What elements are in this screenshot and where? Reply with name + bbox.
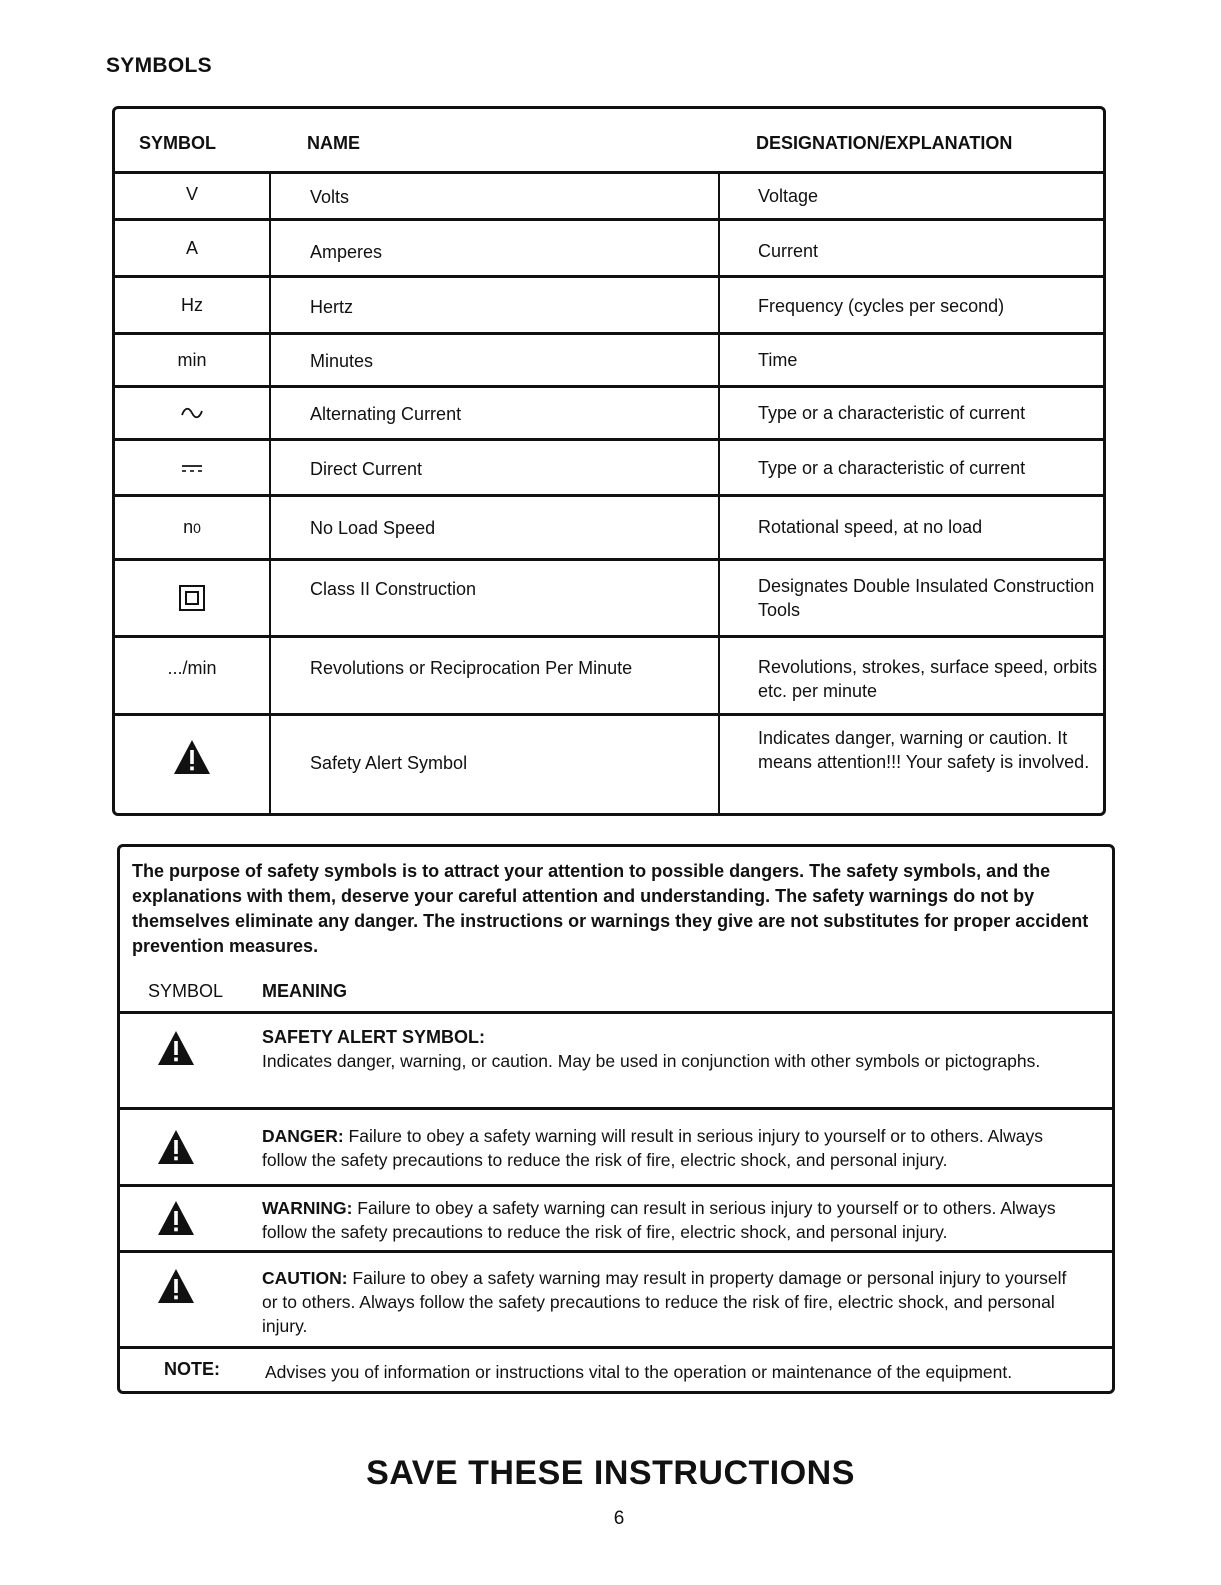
header-symbol: SYMBOL [148, 981, 224, 1001]
safety-row-description: Failure to obey a safety warning may result in property damage or personal injury to yourself or to others. Always follow the safety precautions to reduce the risk of fire, electric shock, and personal injury. [262, 1268, 1067, 1336]
header-symbol: SYMBOL [139, 133, 217, 153]
note-row [120, 1349, 1112, 1391]
safety-symbols-box [117, 844, 1115, 1394]
designation-cell: Type or a characteristic of current [758, 458, 1026, 478]
safety-row [120, 1011, 1112, 1110]
name-cell: Direct Current [310, 459, 423, 479]
designation-cell: Voltage [758, 186, 819, 206]
name-cell: Alternating Current [310, 404, 462, 424]
table-row [115, 335, 1103, 388]
safety-row-description: Failure to obey a safety warning can result in serious injury to yourself or to others. Always follow the safety precautions to reduce the risk of fire, electric shock, and personal injury. [262, 1198, 1056, 1242]
symbol-subscript: 0 [193, 519, 201, 536]
safety-row-text [262, 1266, 1082, 1338]
safety-intro-text: The purpose of safety symbols is to attract your attention to possible dangers. The safety symbols, and the explanations with them, deserve your careful attention and understanding. The safety warnings do not by themselves eliminate any danger. The instructions or warnings they give are not substitutes for proper accident prevention measures. [132, 861, 1089, 956]
name-cell: Volts [310, 187, 350, 207]
name-cell: No Load Speed [310, 518, 436, 538]
name-cell: Amperes [310, 242, 383, 262]
safety-row-title: SAFETY ALERT SYMBOL: [262, 1027, 486, 1047]
symbol-n: n [183, 517, 194, 537]
name-cell: Revolutions or Reciprocation Per Minute [310, 658, 633, 678]
safety-alert-icon [156, 1199, 196, 1237]
designation-cell: Designates Double Insulated Construction Tools [758, 576, 1095, 620]
name-cell: Class II Construction [310, 579, 477, 599]
symbol-cell [115, 441, 269, 494]
safety-alert-icon [156, 1128, 196, 1166]
alternating-current-icon [181, 406, 203, 420]
direct-current-icon [181, 463, 203, 473]
designation-cell: Frequency (cycles per second) [758, 296, 1005, 316]
note-text: Advises you of information or instructions vital to the operation or maintenance of the equipment. [265, 1362, 1013, 1382]
name-cell: Safety Alert Symbol [310, 753, 468, 773]
designation-cell: Revolutions, strokes, surface speed, orbits etc. per minute [758, 657, 1098, 701]
designation-cell: Time [758, 350, 798, 370]
header-name: NAME [307, 133, 360, 153]
symbol-cell: .../min [167, 658, 217, 678]
safety-row [120, 1253, 1112, 1349]
symbol-cell: min [177, 349, 207, 370]
safety-row-title: CAUTION: [262, 1268, 348, 1288]
note-label: NOTE: [164, 1359, 220, 1379]
save-instructions-heading: SAVE THESE INSTRUCTIONS [366, 1454, 855, 1492]
table-row [115, 716, 1103, 813]
symbols-table [112, 106, 1106, 816]
designation-cell: Current [758, 241, 819, 261]
safety-alert-icon [172, 738, 212, 776]
header-designation: DESIGNATION/EXPLANATION [756, 133, 1013, 153]
symbol-cell: A [185, 237, 198, 258]
symbols-table-header [115, 109, 1103, 174]
safety-row-text [262, 1124, 1082, 1172]
symbol-cell [115, 388, 269, 438]
safety-row-text [262, 1196, 1082, 1244]
table-row [115, 171, 1103, 221]
safety-row-title: WARNING: [262, 1198, 353, 1218]
table-row [115, 221, 1103, 278]
designation-cell: Type or a characteristic of current [758, 403, 1026, 423]
safety-row-text [262, 1025, 1082, 1073]
safety-row [120, 1110, 1112, 1187]
page-number: 6 [613, 1508, 625, 1529]
designation-cell: Rotational speed, at no load [758, 517, 983, 537]
safety-row-description: Failure to obey a safety warning will result in serious injury to yourself or to others. Always follow the safety precautions to reduce the risk of fire, electric shock, and personal injury. [262, 1126, 1044, 1170]
symbol-cell: V [185, 184, 198, 204]
safety-table-header [120, 975, 1112, 1014]
symbol-cell: Hz [181, 294, 203, 315]
safety-alert-icon [156, 1029, 196, 1067]
safety-row-description: Indicates danger, warning, or caution. May be used in conjunction with other symbols or pictographs. [262, 1051, 1041, 1071]
table-row [115, 441, 1103, 497]
table-row [115, 561, 1103, 638]
table-row [115, 278, 1103, 335]
designation-cell: Indicates danger, warning or caution. It means attention!!! Your safety is involved. [758, 728, 1090, 772]
table-row [115, 388, 1103, 441]
table-row [115, 638, 1103, 716]
safety-row-title: DANGER: [262, 1126, 344, 1146]
class-ii-construction-icon [179, 585, 205, 611]
page-heading: SYMBOLS [106, 54, 212, 77]
symbol-cell [115, 561, 269, 635]
name-cell: Minutes [310, 351, 374, 371]
symbol-cell [115, 716, 269, 813]
safety-row [120, 1187, 1112, 1253]
header-meaning: MEANING [262, 981, 347, 1001]
symbol-cell [115, 497, 269, 558]
safety-alert-icon [156, 1267, 196, 1305]
table-row [115, 497, 1103, 561]
name-cell: Hertz [310, 297, 354, 317]
